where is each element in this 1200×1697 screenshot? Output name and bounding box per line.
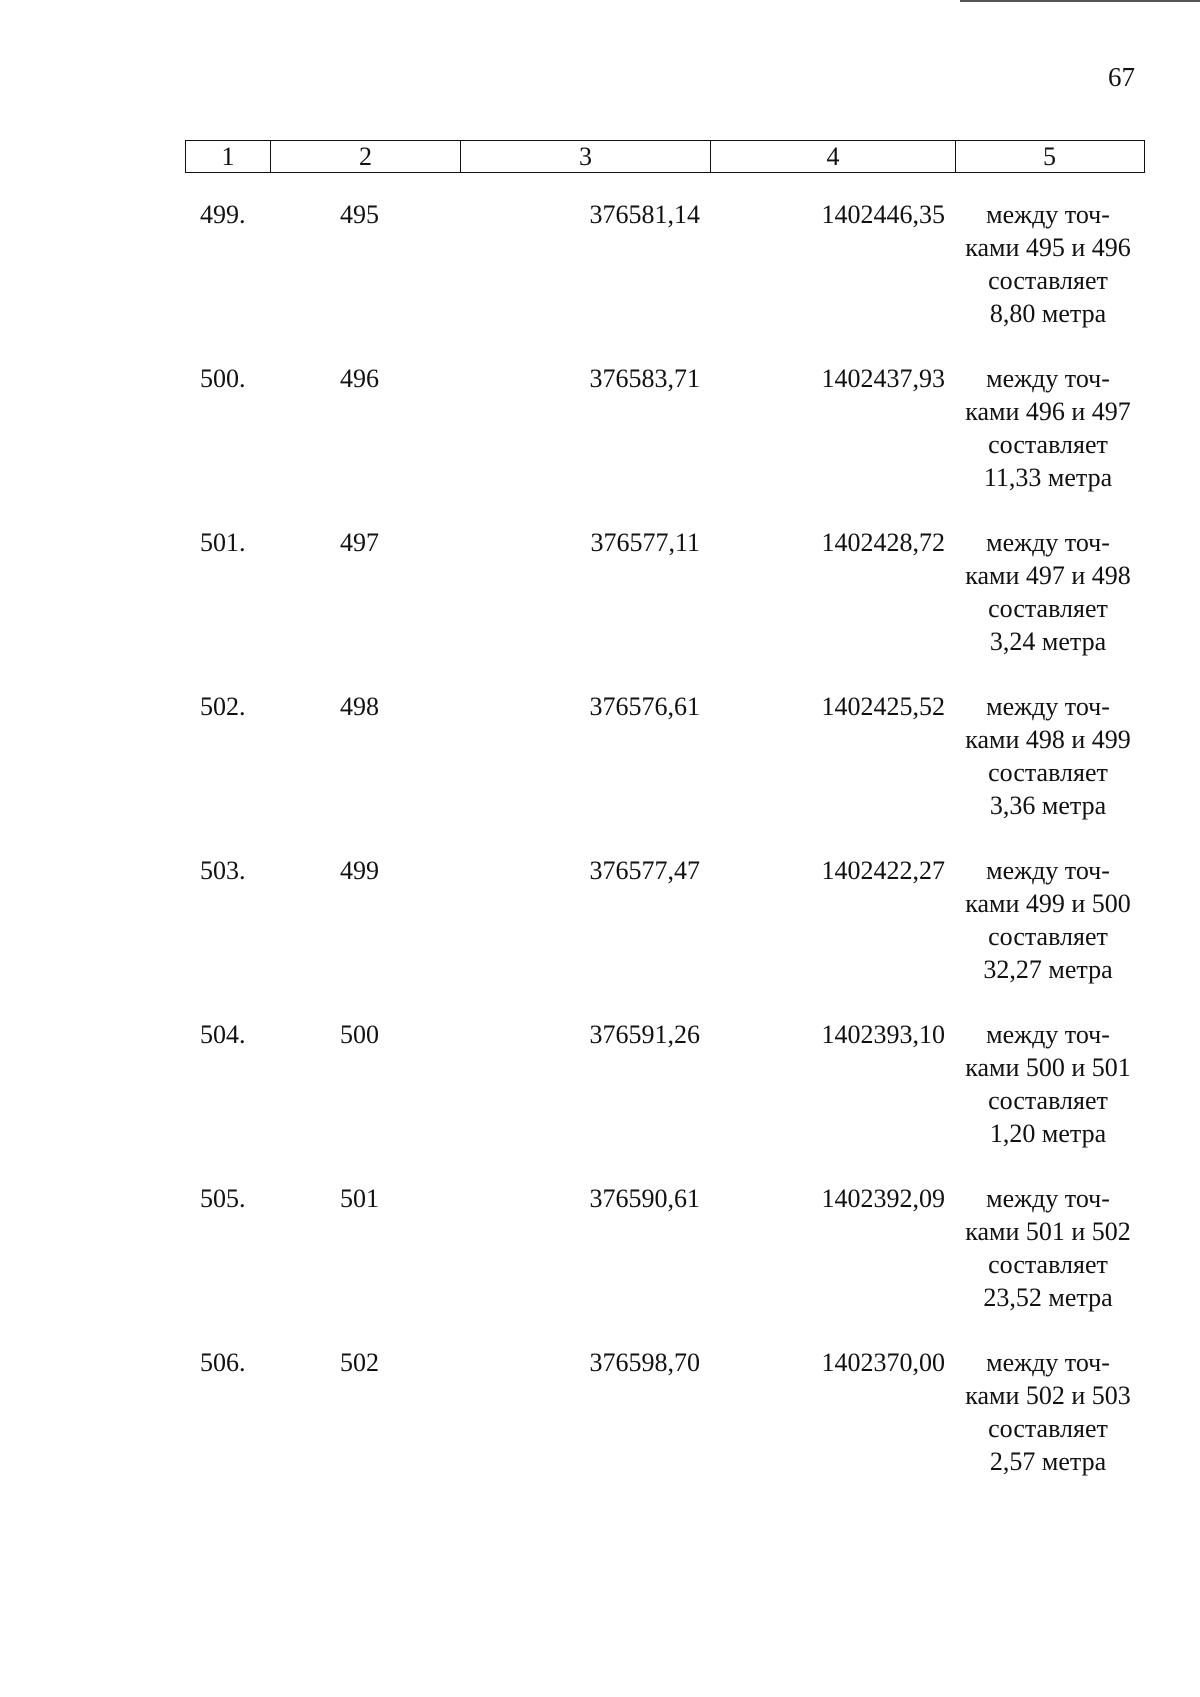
coordinate-y: 1402392,09 [821,1184,945,1213]
description-line: между точ- [986,1348,1110,1377]
description-line: 11,33 метра [983,463,1113,492]
row-number: 501. [200,528,246,557]
coordinate-x: 376583,71 [589,364,700,393]
description-line: ками 500 и 501 [965,1053,1131,1082]
description-line: составляет [988,266,1108,295]
table-row [0,690,1200,854]
distance-description [948,690,1148,822]
point-number: 498 [340,692,379,721]
column-header-row [185,140,1145,173]
distance-description [948,1346,1148,1478]
description-line: ками 496 и 497 [965,397,1131,426]
description-line: между точ- [986,692,1110,721]
point-number: 500 [340,1020,379,1049]
description-line: между точ- [986,1184,1110,1213]
column-header-5: 5 [1043,141,1056,171]
description-line: 1,20 метра [989,1119,1107,1148]
table-row [0,1182,1200,1346]
row-number: 503. [200,856,246,885]
page-number: 67 [1108,62,1135,92]
description-line: между точ- [986,856,1110,885]
description-line: ками 495 и 496 [965,233,1131,262]
coordinate-y: 1402422,27 [821,856,945,885]
description-line: составляет [988,922,1108,951]
description-line: 23,52 метра [983,1283,1113,1312]
description-line: ками 498 и 499 [965,725,1131,754]
table-body [0,198,1200,1510]
point-number: 499 [340,856,379,885]
distance-description [948,854,1148,986]
description-line: между точ- [986,200,1110,229]
column-header-4: 4 [711,141,956,172]
row-number: 506. [200,1348,246,1377]
table-row [0,362,1200,526]
coordinate-y: 1402393,10 [821,1020,945,1049]
row-number: 504. [200,1020,246,1049]
table-row [0,1018,1200,1182]
description-line: 32,27 метра [983,955,1113,984]
table-row [0,1346,1200,1510]
description-line: составляет [988,1414,1108,1443]
distance-description [948,526,1148,658]
top-edge-rule [960,0,1200,2]
column-header-1: 1 [186,141,271,172]
description-line: составляет [988,1086,1108,1115]
description-line: составляет [988,758,1108,787]
coordinate-y: 1402446,35 [821,200,945,229]
description-line: между точ- [986,1020,1110,1049]
row-number: 499. [200,200,246,229]
description-line: между точ- [986,528,1110,557]
description-line: ками 499 и 500 [965,889,1131,918]
coordinate-x: 376598,70 [589,1348,700,1377]
coordinate-x: 376576,61 [589,692,700,721]
row-number: 500. [200,364,246,393]
point-number: 497 [340,528,379,557]
description-line: 2,57 метра [989,1447,1107,1476]
description-line: между точ- [986,364,1110,393]
coordinate-y: 1402437,93 [821,364,945,393]
coordinate-x: 376577,47 [589,856,700,885]
coordinate-y: 1402428,72 [821,528,945,557]
description-line: составляет [988,594,1108,623]
distance-description [948,362,1148,494]
description-line: ками 501 и 502 [965,1217,1131,1246]
coordinate-x: 376590,61 [589,1184,700,1213]
coordinate-y: 1402425,52 [821,692,945,721]
table-row [0,854,1200,1018]
distance-description [948,198,1148,330]
column-header-2: 2 [271,141,461,172]
point-number: 501 [340,1184,379,1213]
row-number: 505. [200,1184,246,1213]
distance-description [948,1182,1148,1314]
row-number: 502. [200,692,246,721]
coordinate-x: 376581,14 [589,200,700,229]
description-line: 8,80 метра [989,299,1107,328]
point-number: 496 [340,364,379,393]
description-line: ками 497 и 498 [965,561,1131,590]
description-line: 3,36 метра [989,791,1107,820]
description-line: составляет [988,430,1108,459]
point-number: 502 [340,1348,379,1377]
table-row [0,198,1200,362]
coordinate-y: 1402370,00 [821,1348,945,1377]
description-line: 3,24 метра [989,627,1107,656]
coordinate-x: 376591,26 [589,1020,700,1049]
distance-description [948,1018,1148,1150]
description-line: составляет [988,1250,1108,1279]
description-line: ками 502 и 503 [965,1381,1131,1410]
table-row [0,526,1200,690]
column-header-3: 3 [461,141,711,172]
point-number: 495 [340,200,379,229]
coordinate-x: 376577,11 [590,528,700,557]
